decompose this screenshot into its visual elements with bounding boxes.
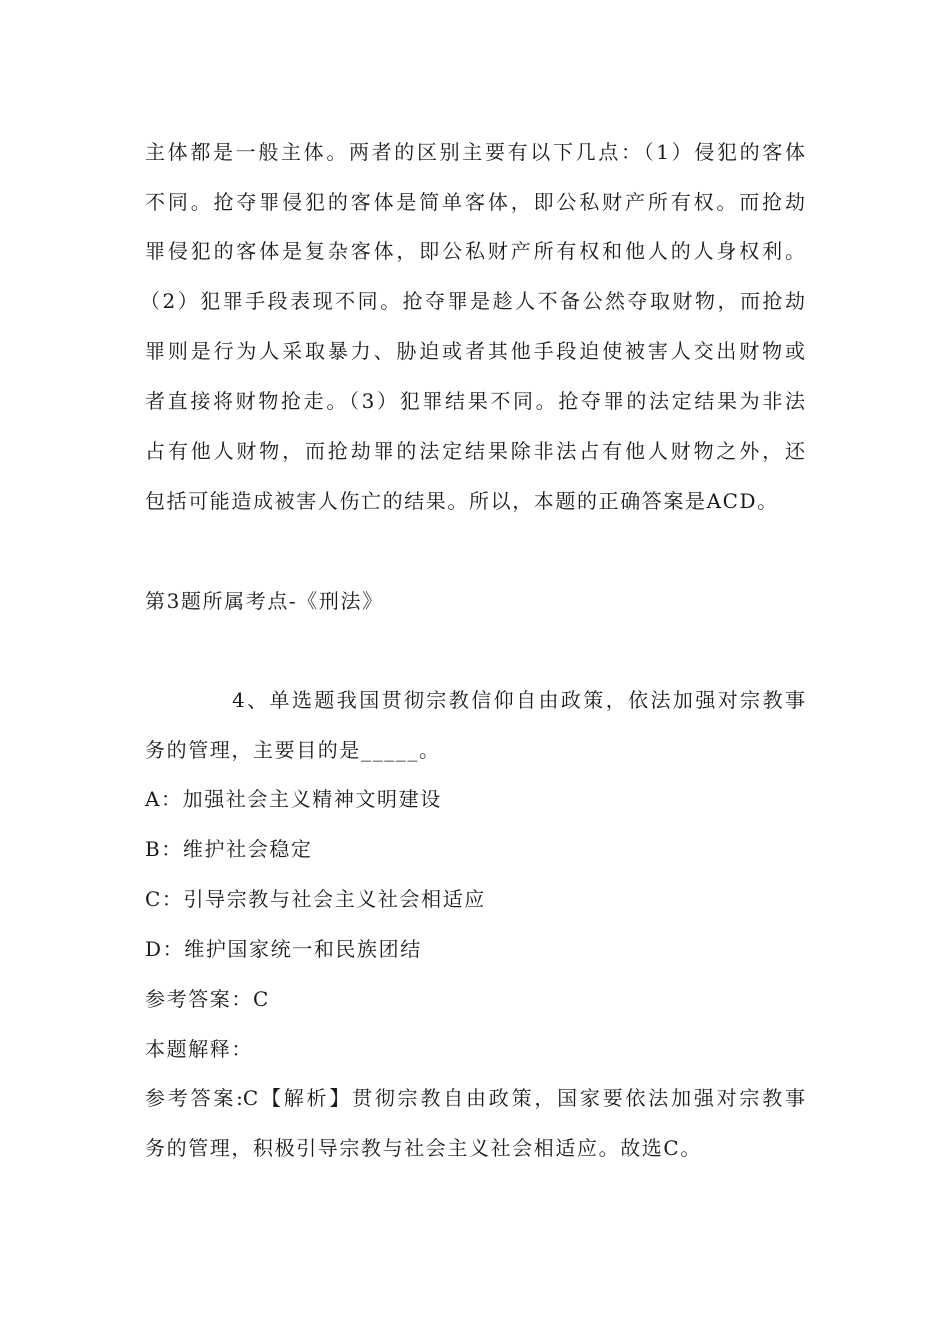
- question-stem-line: 4、单选题我国贯彻宗教信仰自由政策，依法加强对宗教事: [232, 688, 805, 712]
- paragraph-line: 罪则是行为人采取暴力、胁迫或者其他手段迫使被害人交出财物或: [145, 339, 805, 363]
- paragraph-line: 不同。抢夺罪侵犯的客体是简单客体，即公私财产所有权。而抢劫: [145, 190, 805, 214]
- paragraph-line: 主体都是一般主体。两者的区别主要有以下几点：（1）侵犯的客体: [145, 140, 805, 164]
- paragraph-line: 罪侵犯的客体是复杂客体，即公私财产所有权和他人的人身权利。: [145, 239, 805, 263]
- q3-topic-heading: 第3题所属考点-《刑法》: [145, 589, 384, 613]
- reference-answer: 参考答案：C: [145, 987, 270, 1011]
- paragraph-line: 占有他人财物，而抢劫罪的法定结果除非法占有他人财物之外，还: [145, 439, 805, 463]
- explanation-line: 参考答案:C【解析】贯彻宗教自由政策，国家要依法加强对宗教事: [145, 1086, 805, 1110]
- option-b: B：维护社会稳定: [145, 837, 313, 861]
- paragraph-line: 包括可能造成被害人伤亡的结果。所以，本题的正确答案是ACD。: [145, 489, 779, 513]
- explanation-line: 务的管理，积极引导宗教与社会主义社会相适应。故选C。: [145, 1136, 702, 1160]
- option-c: C：引导宗教与社会主义社会相适应: [145, 887, 486, 911]
- option-a: A：加强社会主义精神文明建设: [145, 787, 442, 811]
- explanation-label: 本题解释：: [145, 1037, 253, 1061]
- option-d: D：维护国家统一和民族团结: [145, 937, 422, 961]
- paragraph-line: 者直接将财物抢走。（3）犯罪结果不同。抢夺罪的法定结果为非法: [145, 389, 805, 413]
- question-stem-line: 务的管理，主要目的是_____。: [145, 738, 441, 762]
- paragraph-line: （2）犯罪手段表现不同。抢夺罪是趁人不备公然夺取财物，而抢劫: [140, 289, 805, 313]
